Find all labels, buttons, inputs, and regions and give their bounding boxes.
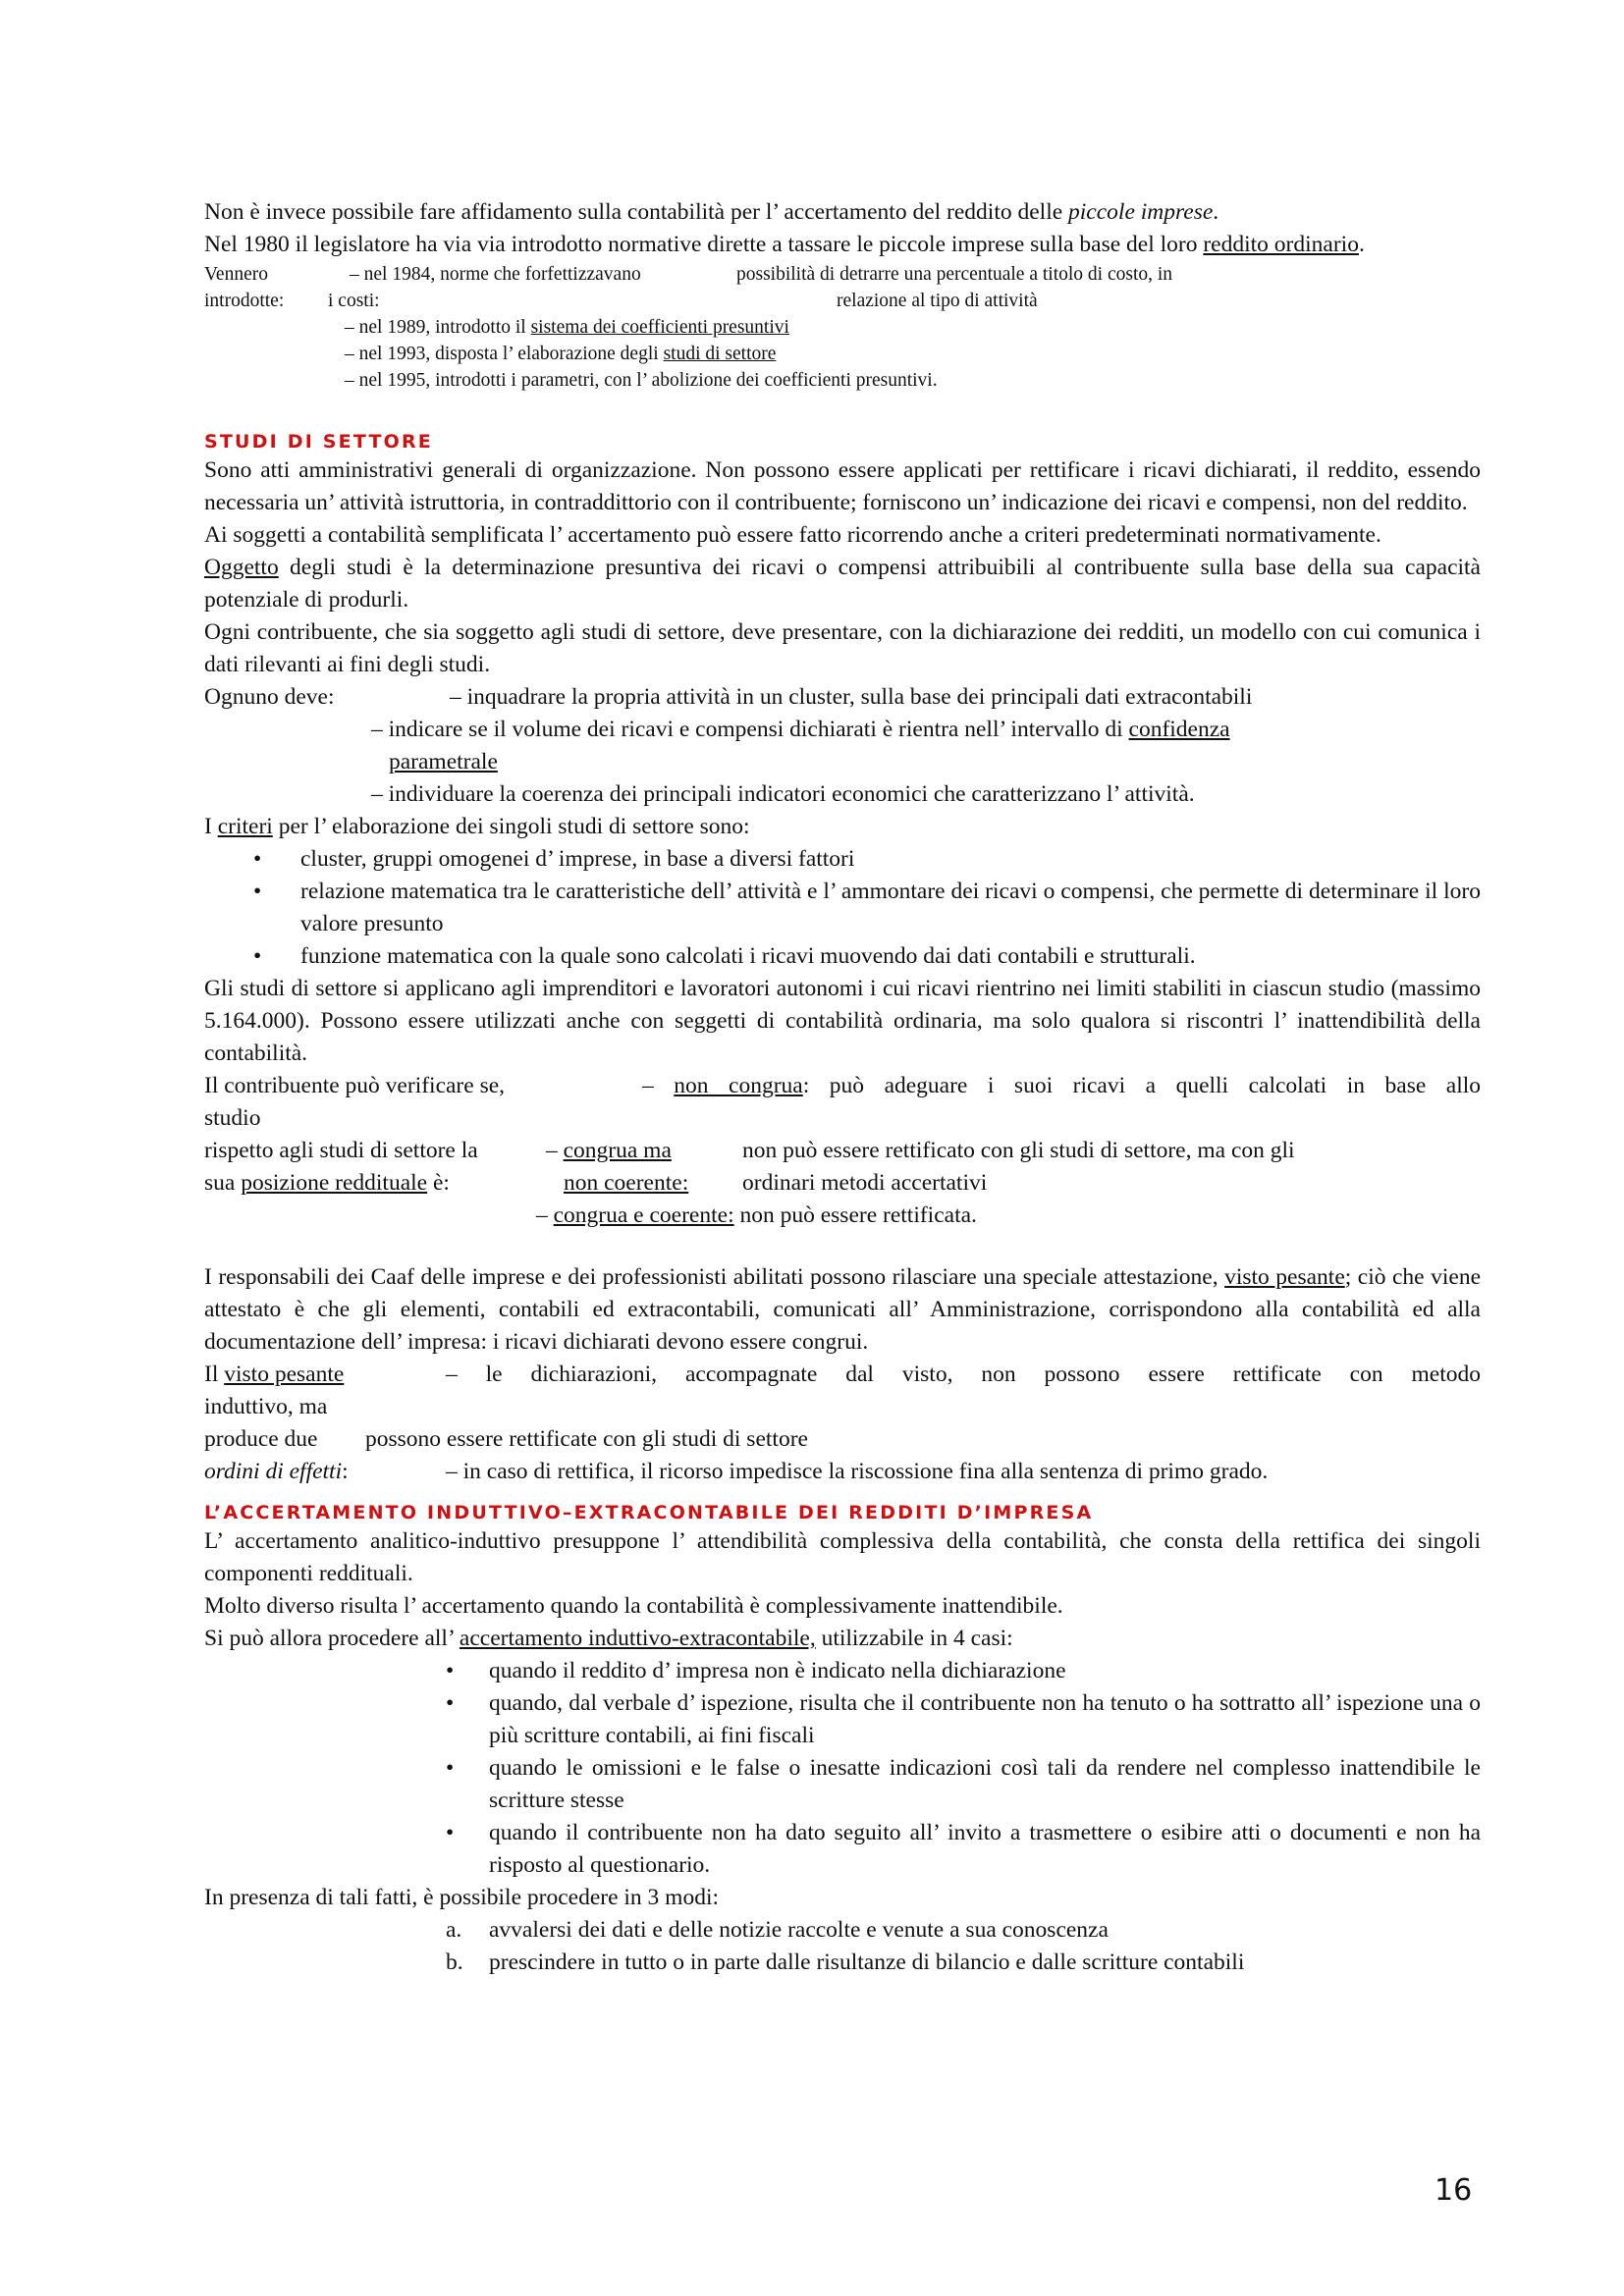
criteri-suffix: per l’ elaborazione dei singoli studi di settore sono: <box>272 814 750 839</box>
page-number: 16 <box>1435 2173 1473 2208</box>
criterio-3: funzione matematica con la quale sono calcolati i ricavi muovendo dai dati contabili e strutturali. <box>300 943 1196 969</box>
vennero-item-2-text: – nel 1989, introdotto il <box>345 317 531 338</box>
ognuno-item-1: – inquadrare la propria attività in un cluster, sulla base dei principali dati extracontabili <box>450 684 1253 710</box>
studi-di-settore-link: studi di settore <box>663 344 777 364</box>
vennero-row-4 <box>204 341 1481 367</box>
studi-paragraph-6 <box>204 1261 1481 1359</box>
ordini-di-effetti <box>204 1456 349 1488</box>
intro-punct: . <box>1213 199 1219 225</box>
vennero-row-1 <box>204 261 1481 288</box>
dash: – <box>642 1073 675 1098</box>
p3-text-a: Si può allora procedere all’ <box>204 1626 460 1651</box>
verifica-row-3 <box>204 1167 1481 1200</box>
visto-effetto-3: – in caso di rettifica, il ricorso impedisce la riscossione fina alla sentenza di primo grado. <box>446 1459 1269 1484</box>
criterio-2: relazione matematica tra le caratteristiche dell’ attività e l’ ammontare dei ricavi o compensi, che permette di determinare il loro valore presunto <box>300 879 1481 936</box>
ognuno-label: Ognuno deve: <box>204 684 335 710</box>
visto-label-1 <box>204 1359 344 1391</box>
ognuno-row-3 <box>204 746 1481 778</box>
dash: – <box>536 1202 554 1228</box>
confidenza: confidenza <box>1128 717 1230 742</box>
criterio-1: cluster, gruppi omogenei d’ imprese, in base a diversi fattori <box>300 846 855 872</box>
visto-row-1 <box>204 1359 1481 1391</box>
list-item <box>204 1817 1481 1882</box>
induttivo-paragraph-3 <box>204 1623 1481 1655</box>
intro-punct-2: . <box>1358 232 1365 257</box>
dash: – <box>546 1138 564 1163</box>
produce-due: produce due <box>204 1426 318 1452</box>
ognuno-item-2-text: – indicare se il volume dei ricavi e compensi dichiarati è rientra nell’ intervallo di <box>371 717 1129 742</box>
vennero-label-2: introdotte: <box>204 291 285 311</box>
intro-line-2 <box>204 229 1481 261</box>
ognuno-row-4 <box>204 778 1481 811</box>
ordini-di-effetti-italic: ordini di effetti <box>204 1459 343 1484</box>
visto-pesante: visto pesante <box>1224 1264 1345 1290</box>
list-item <box>204 1655 1481 1687</box>
non-congrua: non congrua <box>674 1073 803 1098</box>
verifica-row-4 <box>204 1200 1481 1232</box>
list-item <box>204 1914 1481 1947</box>
list-item <box>204 1687 1481 1752</box>
vennero-item-1: – nel 1984, norme che forfettizzavano <box>350 264 641 285</box>
intro-line-1 <box>204 196 1481 229</box>
verifica-congrua-ma-text: non può essere rettificato con gli studi di settore, ma con gli <box>742 1138 1295 1163</box>
vennero-item-2 <box>345 314 789 341</box>
sua: sua <box>204 1170 242 1196</box>
verifica-label-2: rispetto agli studi di settore la <box>204 1138 478 1163</box>
verifica-row-1b <box>204 1102 1481 1135</box>
criteri-intro <box>204 811 1481 843</box>
studi-paragraph-2: Ai soggetti a contabilità semplificata l’ accertamento può essere fatto ricorrendo anche a criteri predeterminati normativamente. <box>204 522 1381 548</box>
list-item <box>204 1752 1481 1817</box>
verifica-non-congrua <box>642 1070 1481 1102</box>
verifica-row-2 <box>204 1135 1481 1167</box>
ognuno-row-2 <box>204 714 1481 746</box>
induttivo-paragraph-2: Molto diverso risulta l’ accertamento quando la contabilità è complessivamente inattendibile. <box>204 1593 1063 1619</box>
studi-paragraph-3 <box>204 552 1481 616</box>
bullet-icon: • <box>253 846 262 872</box>
intro-text-2: Nel 1980 il legislatore ha via via introdotto normative dirette a tassare le piccole imprese sulla base del loro <box>204 232 1204 257</box>
criteri-list <box>204 843 1481 973</box>
intro-italic: piccole imprese <box>1068 199 1214 225</box>
heading-accertamento-induttivo: L’ACCERTAMENTO INDUTTIVO–EXTRACONTABILE DEI REDDITI D’IMPRESA <box>204 1502 1094 1523</box>
ognuno-row-1 <box>204 681 1481 714</box>
congrua-e-coerente: congrua e coerente: <box>553 1202 734 1228</box>
vennero-row-5 <box>204 367 1481 394</box>
reddito-ordinario: reddito ordinario <box>1203 232 1359 257</box>
studi-paragraph-1: Sono atti amministrativi generali di organizzazione. Non possono essere applicati per rettificare i ricavi dichiarati, il reddito, essendo necessaria un’ attività istruttoria, in contraddittorio con il contribuente; forniscono un’ indicazione dei ricavi e compensi, non del reddito. <box>204 457 1481 515</box>
verifica-non-coerente-text: ordinari metodi accertativi <box>742 1170 988 1196</box>
modo-a: avvalersi dei dati e delle notizie raccolte e venute a sua conoscenza <box>489 1917 1109 1943</box>
list-marker-b: b. <box>446 1949 463 1975</box>
verifica-row-1 <box>204 1070 1481 1102</box>
vennero-row-2 <box>204 288 1481 314</box>
intro-text: Non è invece possibile fare affidamento sulla contabilità per l’ accertamento del reddito delle <box>204 199 1069 225</box>
congrua-ma: congrua ma <box>563 1138 672 1163</box>
document-page <box>204 196 1481 1979</box>
list-marker-a: a. <box>446 1917 462 1943</box>
verifica-label-1: Il contribuente può verificare se, <box>204 1073 506 1098</box>
vennero-item-1-desc: possibilità di detrarre una percentuale a titolo di costo, in <box>736 264 1173 285</box>
coefficienti-presuntivi: sistema dei coefficienti presuntivi <box>530 317 789 338</box>
studi-paragraph-5: Gli studi di settore si applicano agli imprenditori e lavoratori autonomi i cui ricavi rientrino nei limiti stabiliti in ciascun studio (massimo 5.164.000). Possono essere utilizzati anche con seggetti di contabilità ordinaria, ma solo qualora si riscontri l’ inattendibilità della contabilità. <box>204 976 1481 1066</box>
list-item <box>204 843 1481 876</box>
ognuno-item-2 <box>371 714 1230 746</box>
studi-paragraph-3-text: degli studi è la determinazione presuntiva dei ricavi o compensi attribuibili al contribuente sulla base della sua capacità potenziale di produrli. <box>204 555 1481 613</box>
heading-studi-di-settore: STUDI DI SETTORE <box>204 431 433 453</box>
vennero-item-3 <box>345 341 776 367</box>
list-item <box>204 876 1481 940</box>
induttivo-paragraph-1: L’ accertamento analitico-induttivo presuppone l’ attendibilità complessiva della contabilità, che consta della rettifica dei singoli componenti reddituali. <box>204 1528 1481 1586</box>
vennero-item-3-text: – nel 1993, disposta l’ elaborazione degli <box>345 344 664 364</box>
modi-list <box>204 1914 1481 1979</box>
oggetto: Oggetto <box>204 555 279 580</box>
colon: : <box>342 1459 349 1484</box>
verifica-congrua-coerente <box>536 1200 977 1232</box>
visto-effetto-1: – le dichiarazioni, accompagnate dal visto, non possono essere rettificate con metodo <box>446 1362 1481 1387</box>
bullet-icon: • <box>446 1690 455 1716</box>
vennero-row-3 <box>204 314 1481 341</box>
visto-row-2 <box>204 1423 1481 1456</box>
verifica-congrua-ma <box>546 1135 672 1167</box>
bullet-icon: • <box>253 879 262 904</box>
caso-2: quando, dal verbale d’ ispezione, risulta che il contribuente non ha tenuto o ha sottratto all’ ispezione una o più scritture contabili, ai fini fiscali <box>489 1690 1481 1748</box>
bullet-icon: • <box>253 943 262 969</box>
caso-3: quando le omissioni e le false o inesatte indicazioni così tali da rendere nel complesso inattendibile le scritture stesse <box>489 1755 1481 1813</box>
bullet-icon: • <box>446 1820 455 1845</box>
ognuno-item-3: – individuare la coerenza dei principali indicatori economici che caratterizzano l’ attività. <box>371 781 1195 807</box>
verifica-studio: studio <box>204 1105 261 1131</box>
p6-text-a: I responsabili dei Caaf delle imprese e dei professionisti abilitati possono rilasciare una speciale attestazione, <box>204 1264 1225 1290</box>
e-colon: è: <box>427 1170 450 1196</box>
posizione-reddituale: posizione reddituale <box>241 1170 428 1196</box>
visto-pesante-2: visto pesante <box>224 1362 345 1387</box>
visto-row-3 <box>204 1456 1481 1488</box>
casi-list <box>204 1655 1481 1882</box>
p3-text-c: utilizzabile in 4 casi: <box>815 1626 1013 1651</box>
induttivo-paragraph-4: In presenza di tali fatti, è possibile procedere in 3 modi: <box>204 1885 720 1910</box>
visto-effetto-1b: induttivo, ma <box>204 1394 328 1419</box>
caso-1: quando il reddito d’ impresa non è indicato nella dichiarazione <box>489 1658 1066 1683</box>
modo-b: prescindere in tutto o in parte dalle risultanze di bilancio e dalle scritture contabili <box>489 1949 1245 1975</box>
accertamento-induttivo-extracontabile: accertamento induttivo-extracontabile, <box>459 1626 816 1651</box>
il: Il <box>204 1362 225 1387</box>
verifica-congrua-coerente-text: non può essere rettificata. <box>733 1202 977 1228</box>
criteri-prefix: I <box>204 814 218 839</box>
bullet-icon: • <box>446 1755 455 1781</box>
vennero-item-1-desc-2: relazione al tipo di attività <box>837 291 1038 311</box>
non-coerente: non coerente: <box>564 1170 689 1196</box>
visto-effetto-2: possono essere rettificate con gli studi di settore <box>365 1426 808 1452</box>
list-item <box>204 1947 1481 1979</box>
verifica-non-congrua-text: : può adeguare i suoi ricavi a quelli calcolati in base allo <box>802 1073 1482 1098</box>
vennero-item-1-costi: i costi: <box>328 291 380 311</box>
visto-row-1b <box>204 1391 1481 1423</box>
criteri: criteri <box>217 814 273 839</box>
parametrale: parametrale <box>389 749 498 774</box>
p6-text-c: ; ciò che viene attestato è che gli elementi, contabili ed extracontabili, comunicati all’ Amministrazione, corrispondono alla contabilità ed alla documentazione dell’ impresa: i ricavi dichiarati devono essere congrui. <box>204 1264 1481 1355</box>
vennero-label: Vennero <box>204 264 268 285</box>
bullet-icon: • <box>446 1658 455 1683</box>
caso-4: quando il contribuente non ha dato seguito all’ invito a trasmettere o esibire atti o documenti e non ha risposto al questionario. <box>489 1820 1481 1878</box>
vennero-item-4: – nel 1995, introdotti i parametri, con l’ abolizione dei coefficienti presuntivi. <box>345 370 938 391</box>
verifica-label-3 <box>204 1167 450 1200</box>
studi-paragraph-4: Ogni contribuente, che sia soggetto agli studi di settore, deve presentare, con la dichiarazione dei redditi, un modello con cui comunica i dati rilevanti ai fini degli studi. <box>204 619 1481 677</box>
list-item <box>204 940 1481 973</box>
